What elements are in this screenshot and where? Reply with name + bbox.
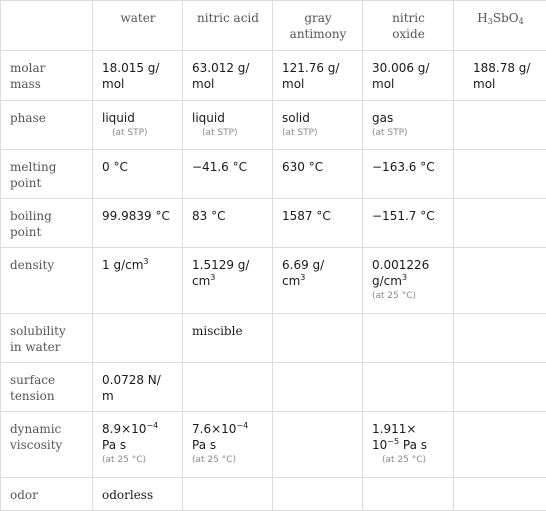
cell-nitric-acid-boiling-point: 83 °C <box>183 199 273 248</box>
cell-antimony-dynamic-viscosity <box>273 412 363 478</box>
cell-h3sbo4-molar-mass: 188.78 g/ mol <box>454 51 546 101</box>
row-header-melting-point: melting point <box>1 150 93 199</box>
cell-antimony-solubility <box>273 314 363 363</box>
row-density <box>1 248 546 314</box>
row-melting-point <box>1 150 546 199</box>
note-antimony-phase: (at STP) <box>282 128 318 138</box>
cell-h3sbo4-melting-point <box>454 150 546 199</box>
cell-water-molar-mass: 18.015 g/ mol <box>93 51 183 101</box>
cell-nitric-oxide-odor <box>363 478 454 511</box>
cell-h3sbo4-phase <box>454 101 546 150</box>
cell-water-surface-tension: 0.0728 N/ m <box>93 363 183 412</box>
cell-water-phase: liquid (at STP) <box>93 101 183 150</box>
note-water-phase: (at STP) <box>112 128 148 138</box>
row-surface-tension <box>1 363 546 412</box>
cell-nitric-acid-molar-mass: 63.012 g/ mol <box>183 51 273 101</box>
cell-antimony-odor <box>273 478 363 511</box>
cell-water-boiling-point: 99.9839 °C <box>93 199 183 248</box>
cell-h3sbo4-boiling-point <box>454 199 546 248</box>
corner-cell <box>1 1 93 51</box>
row-boiling-point <box>1 199 546 248</box>
cell-nitric-oxide-molar-mass: 30.006 g/ mol <box>363 51 454 101</box>
column-header-water: water <box>93 1 183 51</box>
cell-antimony-boiling-point: 1587 °C <box>273 199 363 248</box>
note-nitric-oxide-viscosity: (at 25 °C) <box>382 455 427 465</box>
cell-nitric-oxide-density: 0.001226 $g/cm^3$ (at 25 °C) <box>363 248 454 314</box>
cell-nitric-oxide-phase: gas (at STP) <box>363 101 454 150</box>
row-header-solubility: solubility in water <box>1 314 93 363</box>
cell-antimony-melting-point: 630 °C <box>273 150 363 199</box>
cell-antimony-surface-tension <box>273 363 363 412</box>
row-header-molar-mass: molar mass <box>1 51 93 101</box>
column-header-nitric-acid: nitric acid <box>183 1 273 51</box>
cell-nitric-oxide-melting-point: −163.6 °C <box>363 150 454 199</box>
cell-nitric-acid-melting-point: −41.6 °C <box>183 150 273 199</box>
cell-nitric-acid-solubility: miscible <box>183 314 273 363</box>
cell-antimony-density: 6.69 g/ $cm^3$ <box>273 248 363 314</box>
column-header-h3sbo4: $H_3SbO_4$ <box>454 1 546 51</box>
column-header-nitric-oxide: nitric oxide <box>363 1 454 51</box>
cell-h3sbo4-surface-tension <box>454 363 546 412</box>
note-water-viscosity: (at 25 °C) <box>102 455 147 465</box>
cell-antimony-molar-mass: 121.76 g/ mol <box>273 51 363 101</box>
row-header-dynamic-viscosity: dynamic viscosity <box>1 412 93 478</box>
note-nitric-acid-viscosity: (at 25 °C) <box>192 455 237 465</box>
cell-h3sbo4-solubility <box>454 314 546 363</box>
note-nitric-oxide-density: (at 25 °C) <box>372 291 417 301</box>
note-nitric-acid-phase: (at STP) <box>202 128 238 138</box>
cell-h3sbo4-dynamic-viscosity <box>454 412 546 478</box>
cell-water-solubility <box>93 314 183 363</box>
row-molar-mass <box>1 51 546 101</box>
row-odor <box>1 478 546 511</box>
row-header-density: density <box>1 248 93 314</box>
cell-nitric-oxide-dynamic-viscosity: 1.911× $10^{-5}$ Pa s (at 25 °C) <box>363 412 454 478</box>
cell-nitric-oxide-boiling-point: −151.7 °C <box>363 199 454 248</box>
cell-nitric-acid-density: 1.5129 g/ $cm^3$ <box>183 248 273 314</box>
cell-h3sbo4-density <box>454 248 546 314</box>
cell-nitric-acid-odor <box>183 478 273 511</box>
header-row <box>1 1 546 51</box>
cell-water-dynamic-viscosity: $8.9\times 10^{-4}$ Pa s (at 25 °C) <box>93 412 183 478</box>
cell-antimony-phase: solid (at STP) <box>273 101 363 150</box>
row-dynamic-viscosity <box>1 412 546 478</box>
cell-water-melting-point: 0 °C <box>93 150 183 199</box>
column-header-gray-antimony: gray antimony <box>273 1 363 51</box>
cell-water-odor: odorless <box>93 478 183 511</box>
cell-nitric-oxide-solubility <box>363 314 454 363</box>
cell-nitric-acid-dynamic-viscosity: $7.6\times 10^{-4}$ Pa s (at 25 °C) <box>183 412 273 478</box>
row-header-odor: odor <box>1 478 93 511</box>
row-header-boiling-point: boiling point <box>1 199 93 248</box>
cell-nitric-acid-surface-tension <box>183 363 273 412</box>
cell-nitric-oxide-surface-tension <box>363 363 454 412</box>
cell-water-density: 1 $g/cm^3$ <box>93 248 183 314</box>
row-phase <box>1 101 546 150</box>
cell-h3sbo4-odor <box>454 478 546 511</box>
row-header-phase: phase <box>1 101 93 150</box>
row-header-surface-tension: surface tension <box>1 363 93 412</box>
row-solubility <box>1 314 546 363</box>
cell-nitric-acid-phase: liquid (at STP) <box>183 101 273 150</box>
note-nitric-oxide-phase: (at STP) <box>372 128 408 138</box>
